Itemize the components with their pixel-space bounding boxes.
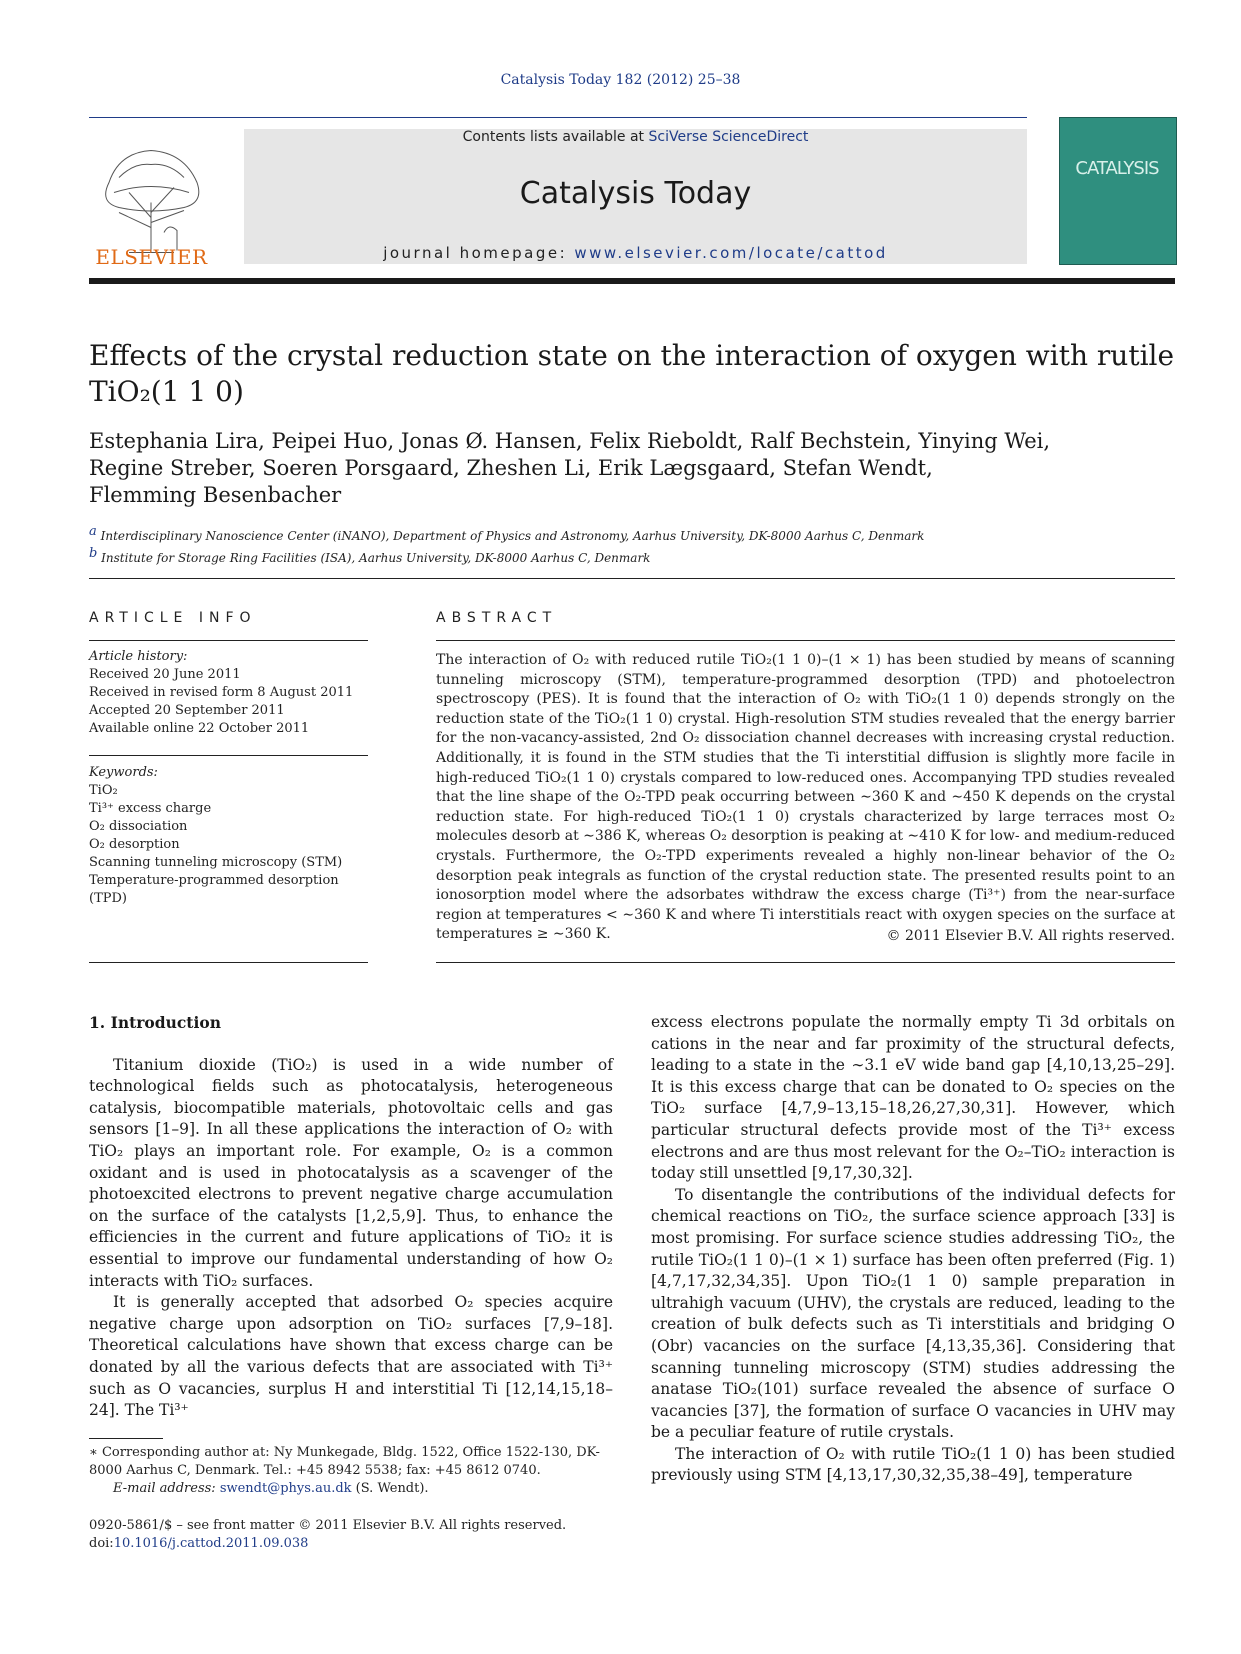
corresponding-author-footnote bbox=[89, 1444, 619, 1498]
doi-link[interactable]: 10.1016/j.cattod.2011.09.038 bbox=[113, 1536, 309, 1551]
keyword-item: Temperature-programmed desorption bbox=[89, 873, 339, 888]
homepage-prefix: journal homepage: bbox=[383, 244, 575, 262]
email-suffix: (S. Wendt). bbox=[351, 1481, 429, 1496]
keywords-label: Keywords: bbox=[89, 765, 158, 780]
body-column-left bbox=[89, 1012, 613, 1422]
history-online: Available online 22 October 2011 bbox=[89, 721, 310, 736]
authors-line-1: Estephania Lira, Peipei Huo, Jonas Ø. Hansen, Felix Rieboldt, Ralf Bechstein, Yinying Wei, bbox=[89, 429, 1051, 453]
contents-availability bbox=[244, 129, 1027, 145]
keyword-item: (TPD) bbox=[89, 891, 127, 906]
affiliation-b-text: Institute for Storage Ring Facilities (ISA), Aarhus University, DK-8000 Aarhus C, Denmark bbox=[101, 551, 651, 565]
article-history bbox=[89, 648, 369, 738]
affiliation-a bbox=[89, 523, 1175, 545]
page-footer bbox=[89, 1517, 649, 1553]
authors-line-2: Regine Streber, Soeren Porsgaard, Zheshen Li, Erik Lægsgaard, Stefan Wendt, bbox=[89, 456, 933, 480]
footnote-email-line bbox=[89, 1480, 619, 1498]
affiliation-b-marker: b bbox=[89, 546, 98, 561]
elsevier-wordmark: ELSEVIER bbox=[95, 245, 208, 269]
affiliation-a-marker: a bbox=[89, 524, 97, 539]
affiliation-divider bbox=[89, 578, 1175, 579]
journal-citation[interactable]: Catalysis Today 182 (2012) 25–38 bbox=[500, 72, 741, 88]
article-info-heading: ARTICLE INFO bbox=[89, 610, 257, 626]
keywords-block bbox=[89, 764, 369, 908]
sciencedirect-link[interactable]: SciVerse ScienceDirect bbox=[648, 129, 809, 145]
affiliation-b bbox=[89, 545, 1175, 567]
header-divider bbox=[89, 117, 1027, 118]
body-column-right bbox=[651, 1012, 1175, 1487]
keyword-item: Scanning tunneling microscopy (STM) bbox=[89, 855, 343, 870]
keyword-item: O₂ dissociation bbox=[89, 819, 188, 834]
abstract-heading: ABSTRACT bbox=[436, 610, 558, 626]
keywords-rule bbox=[89, 755, 368, 756]
homepage-link[interactable]: www.elsevier.com/locate/cattod bbox=[574, 244, 888, 262]
article-info-bottom-rule bbox=[89, 962, 368, 963]
body-paragraph: To disentangle the contributions of the individual defects for chemical reactions on TiO₂, the surface science approach [33] is most promising. For surface science studies addressing TiO₂, the rutile TiO₂(1 1 0)–(1 × 1) surface has been often preferred (Fig. 1) [4,7,17,32,34,35]. Upon TiO₂(1 1 0) sample preparation in ultrahigh vacuum (UHV), the crystals are reduced, leading to the creation of bulk defects such as Ti interstitials and bridging O (Obr) vacancies on the surface [4,13,35,36]. Considering that scanning tunneling microscopy (STM) studies addressing the anatase TiO₂(101) surface revealed the absence of surface O vacancies [37], the formation of surface O vacancies in UHV may be a peculiar feature of rutile crystals. bbox=[651, 1185, 1175, 1442]
footnote-address: ∗ Corresponding author at: Ny Munkegade, Bldg. 1522, Office 1522-130, DK-8000 Aarhus C, Denmark. Tel.: +45 8942 5538; fax: +45 8612 0740. bbox=[89, 1445, 600, 1478]
footnote-divider bbox=[89, 1438, 163, 1439]
history-revised: Received in revised form 8 August 2011 bbox=[89, 685, 354, 700]
keyword-item: O₂ desorption bbox=[89, 837, 180, 852]
keyword-item: Ti³⁺ excess charge bbox=[89, 801, 212, 816]
doi-label: doi: bbox=[89, 1536, 114, 1551]
doi-line bbox=[89, 1535, 649, 1553]
abstract-text: The interaction of O₂ with reduced rutile TiO₂(1 1 0)–(1 × 1) has been studied by means of scanning tunneling microscopy (STM), temperature-programmed desorption (TPD) and photoelectron spectroscopy (PES). It is found that the interaction of O₂ with TiO₂(1 1 0) depends strongly on the reduction state of the TiO₂(1 1 0) crystal. High-resolution STM studies revealed that the energy barrier for the non-vacancy-assisted, 2nd O₂ dissociation channel decreases with increasing crystal reduction. Additionally, it is found in the STM studies that the Ti interstitial diffusion is slightly more facile in high-reduced TiO₂(1 1 0) crystals compared to low-reduced ones. Accompanying TPD studies revealed that the line shape of the O₂-TPD peak occurring between ∼360 K and ∼450 K depends on the crystal reduction state. For high-reduced TiO₂(1 1 0) crystals characterized by large terraces most O₂ molecules desorb at ∼386 K, whereas O₂ desorption is peaking at ∼410 K for low- and medium-reduced crystals. Furthermore, the O₂-TPD experiments revealed a highly non-linear behavior of the O₂ desorption peak integrals as function of the crystal reduction state. The presented results point to an ionosorption model where the adsorbates withdraw the excess charge (Ti³⁺) from the near-surface region at temperatures < ∼360 K and where Ti interstitials react with oxygen species on the surface at temperatures ≥ ∼360 K. bbox=[436, 652, 1175, 943]
email-label: E-mail address: bbox=[113, 1481, 220, 1496]
history-accepted: Accepted 20 September 2011 bbox=[89, 703, 285, 718]
cover-title: CATALYSIS bbox=[1075, 158, 1159, 179]
email-link[interactable]: swendt@phys.au.dk bbox=[219, 1481, 352, 1496]
paper-title: Effects of the crystal reduction state on the interaction of oxygen with rutile TiO₂(1 1 0) bbox=[89, 339, 1175, 408]
contents-prefix: Contents lists available at bbox=[462, 129, 649, 145]
body-paragraph: excess electrons populate the normally empty Ti 3d orbitals on cations in the near and far proximity of the structural defects, leading to a state in the ∼3.1 eV wide band gap [4,10,13,25–29]. It is this excess charge that can be donated to O₂ species on the TiO₂ surface [4,7,9–13,15–18,26,27,30,31]. However, which particular structural defects provide most of the Ti³⁺ excess electrons and are thus most relevant for the O₂–TiO₂ interaction is today still unsettled [9,17,30,32]. bbox=[651, 1013, 1175, 1183]
keyword-item: TiO₂ bbox=[89, 783, 118, 798]
journal-homepage bbox=[244, 244, 1027, 262]
affiliations bbox=[89, 523, 1175, 567]
journal-cover-image[interactable] bbox=[1059, 117, 1177, 265]
authors-line-3: Flemming Besenbacher bbox=[89, 483, 342, 507]
body-paragraph: Titanium dioxide (TiO₂) is used in a wide number of technological fields such as photocatalysis, heterogeneous catalysis, biocompatible materials, photovoltaic cells and gas sensors [1–9]. In all these applications the interaction of O₂ with TiO₂ plays an important role. For example, O₂ is a common oxidant and is used in photocatalysis as a scavenger of the photoexcited electrons to prevent negative charge accumulation on the surface of the catalysts [1,2,5,9]. Thus, to enhance the efficiencies in the current and future applications of TiO₂ it is essential to improve our fundamental understanding of how O₂ interacts with TiO₂ surfaces. bbox=[89, 1055, 613, 1290]
abstract-copyright: © 2011 Elsevier B.V. All rights reserved. bbox=[886, 928, 1175, 944]
journal-name: Catalysis Today bbox=[519, 176, 752, 211]
affiliation-a-text: Interdisciplinary Nanoscience Center (iNANO), Department of Physics and Astronomy, Aarhus University, DK-8000 Aarhus C, Denmark bbox=[100, 529, 925, 543]
header-thick-divider bbox=[89, 278, 1175, 284]
body-paragraph: It is generally accepted that adsorbed O₂ species acquire negative charge upon adsorption on TiO₂ surfaces [7,9–18]. Theoretical calculations have shown that excess charge can be donated by all the various defects that are associated with Ti³⁺ such as O vacancies, surplus H and interstitial Ti [12,14,15,18–24]. The Ti³⁺ bbox=[89, 1293, 613, 1420]
history-label: Article history: bbox=[89, 649, 188, 664]
author-list bbox=[89, 428, 1175, 509]
issn-line: 0920-5861/$ – see front matter © 2011 Elsevier B.V. All rights reserved. bbox=[89, 1518, 567, 1533]
body-paragraph: The interaction of O₂ with rutile TiO₂(1 1 0) has been studied previously using STM [4,13,17,30,32,35,38–49], temperature bbox=[651, 1444, 1175, 1485]
history-received: Received 20 June 2011 bbox=[89, 667, 241, 682]
abstract-bottom-rule bbox=[436, 962, 1175, 963]
section-heading-introduction: 1. Introduction bbox=[89, 1013, 221, 1032]
article-info-rule bbox=[89, 640, 368, 641]
abstract-rule bbox=[436, 640, 1175, 641]
